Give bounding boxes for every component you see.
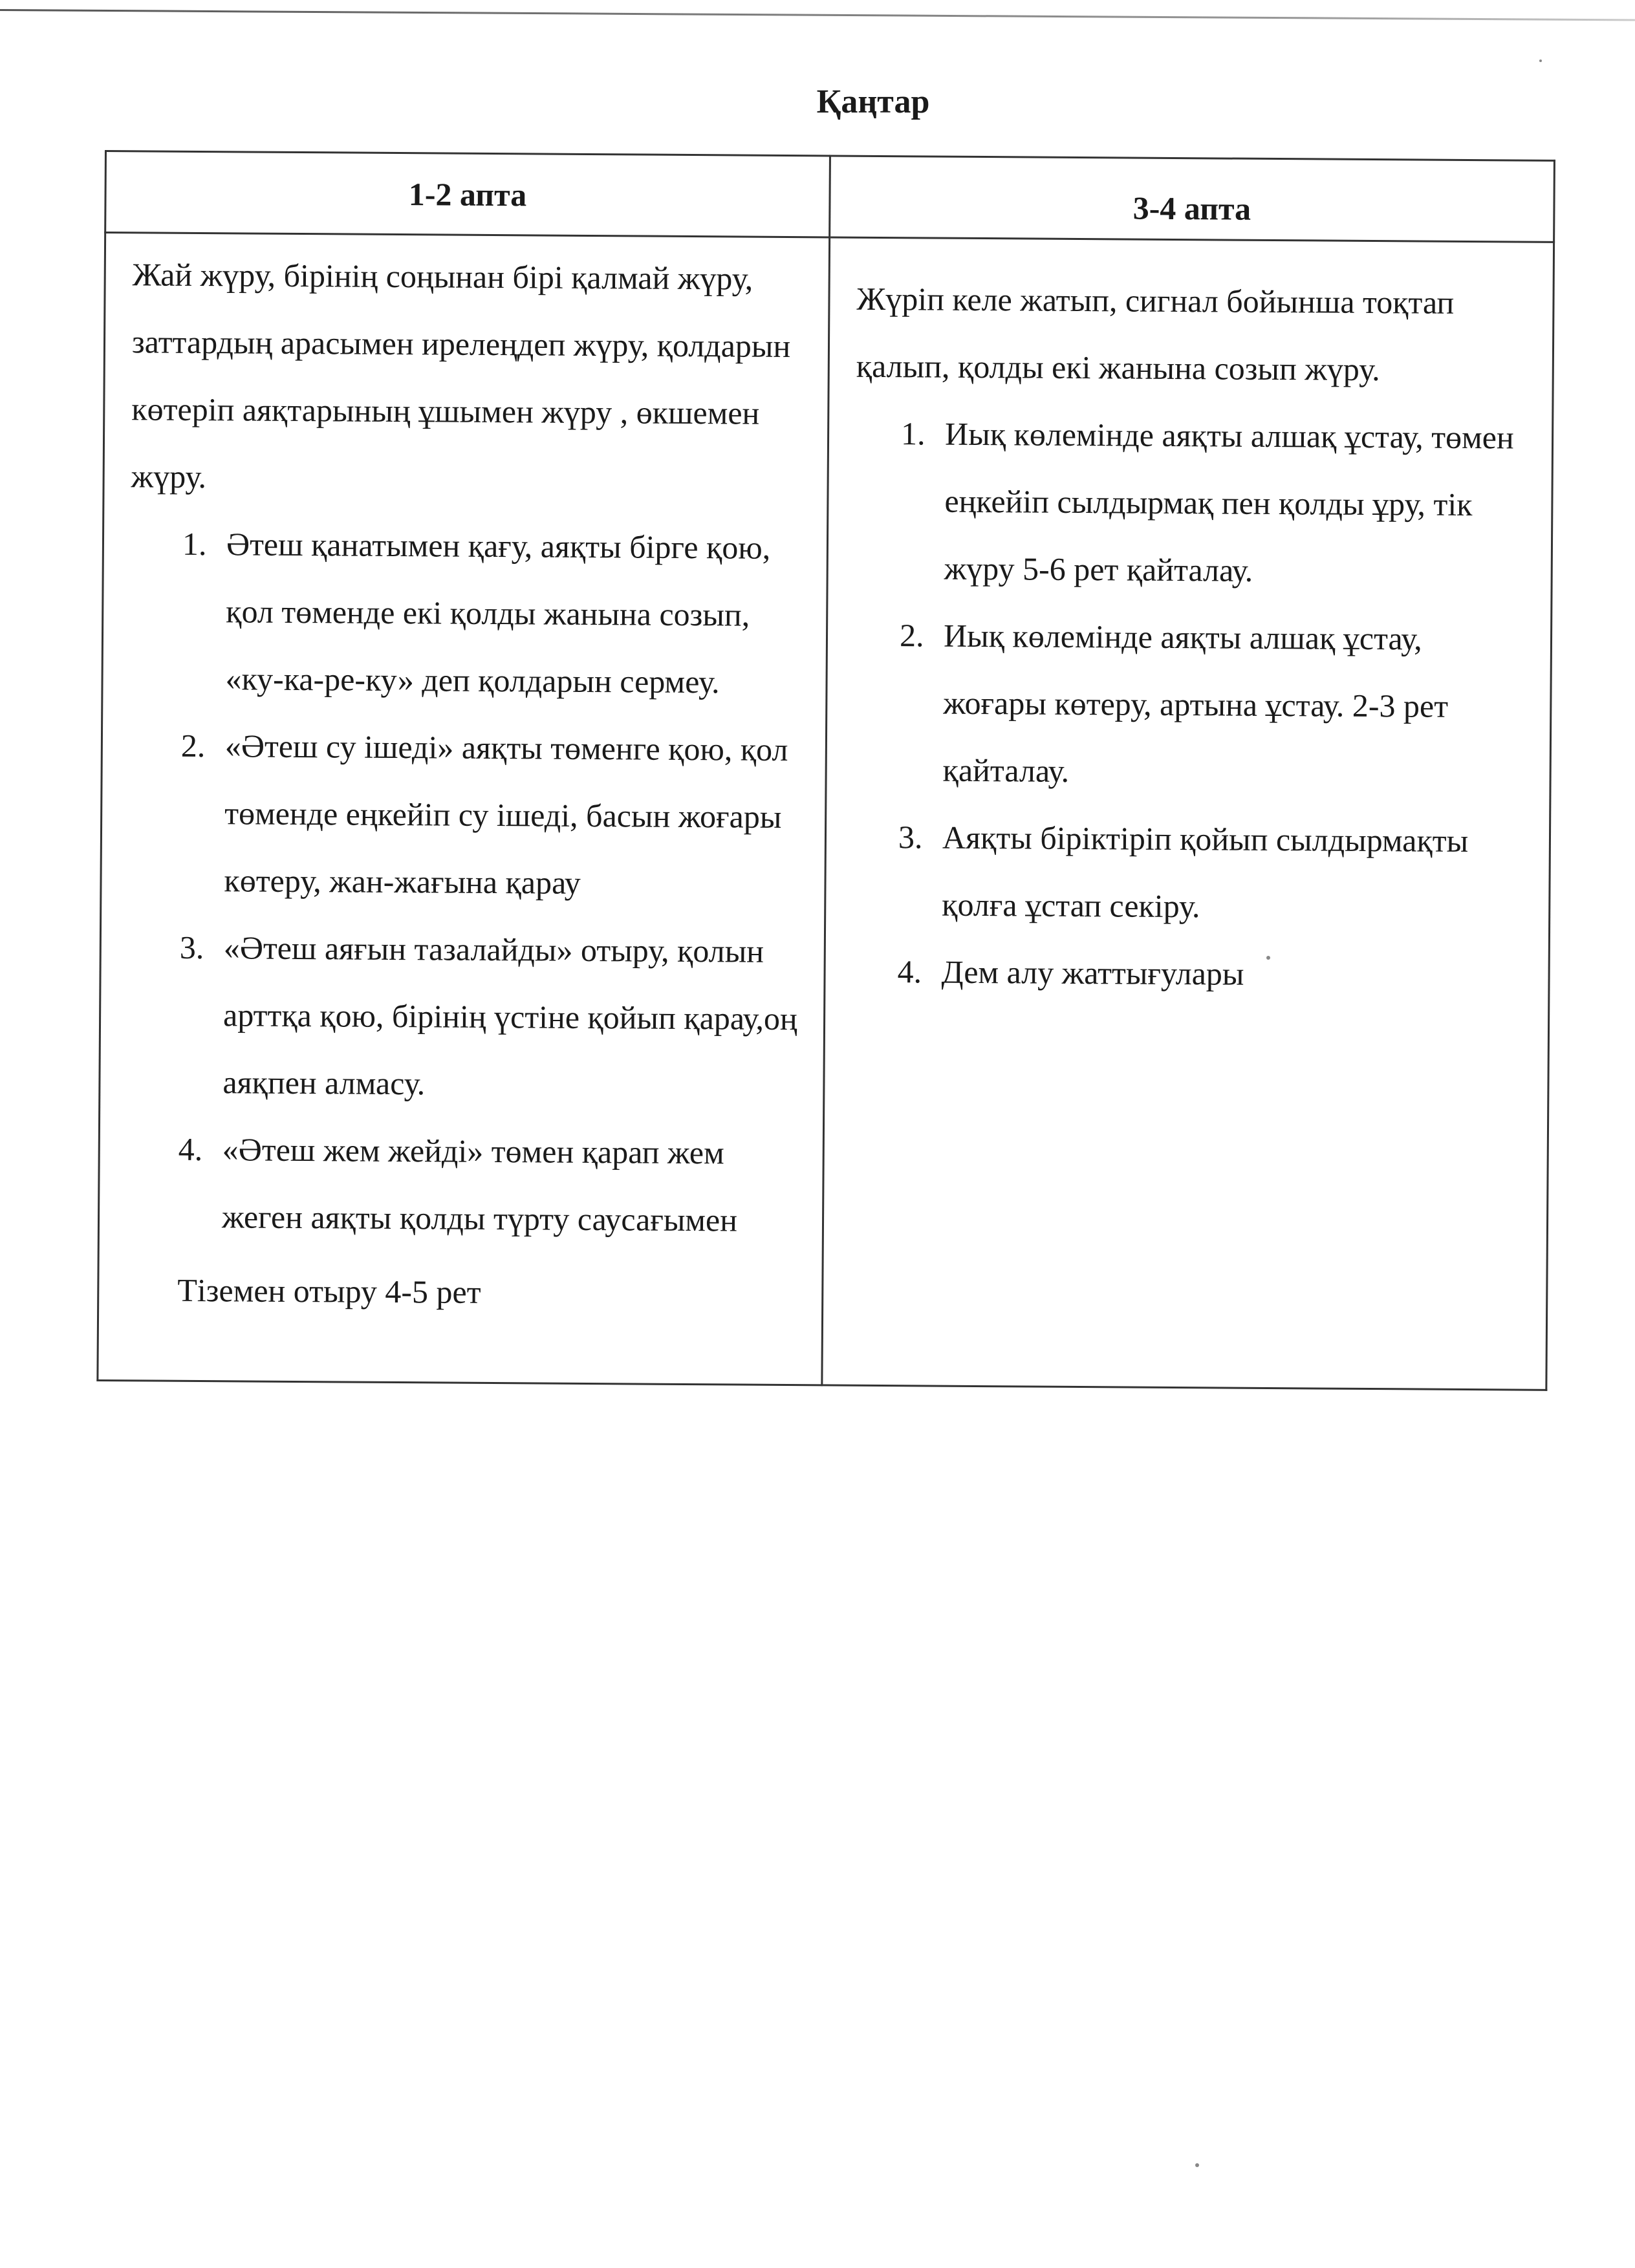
schedule-table-wrapper xyxy=(96,150,1554,1391)
list-item: 3. Аяқты біріктіріп қойып сылдырмақты қолға ұстап секіру. xyxy=(930,803,1529,942)
page-title: Қаңтар xyxy=(816,83,930,120)
content-row xyxy=(98,233,1554,1390)
list-item: 4. «Әтеш жем жейді» төмен қарап жем жеген аяқты қолды түрту саусағымен xyxy=(210,1116,803,1254)
list-item: 1. Әтеш қанатымен қағу, аяқты бірге қою, қол төменде екі қолды жанына созып, «ку-ка-ре-ку» деп қолдарын сермеу. xyxy=(213,510,807,716)
left-exercise-list xyxy=(100,510,827,1254)
schedule-table xyxy=(96,150,1555,1391)
right-exercise-list xyxy=(826,399,1551,1009)
header-week-1-2: 1-2 апта xyxy=(105,151,830,237)
scan-speck xyxy=(1539,59,1542,62)
scan-speck xyxy=(1266,956,1270,960)
left-cell xyxy=(98,233,830,1385)
list-item: 1. Иық көлемінде аяқты алшақ ұстау, төмен еңкейіп сылдырмақ пен қолды ұру, тік жүру 5-6 рет қайталау. xyxy=(932,400,1532,606)
list-item: 2. «Әтеш су ішеді» аяқты төменге қою, қол төменде еңкейіп су ішеді, басын жоғары көтеру, жан-жағына қарау xyxy=(212,712,805,918)
right-cell xyxy=(822,237,1554,1390)
scan-edge-line xyxy=(0,9,1635,21)
header-row xyxy=(105,151,1555,243)
left-footer: Тіземен отыру 4-5 рет xyxy=(177,1271,481,1310)
scan-speck xyxy=(1195,2163,1199,2167)
list-item: 2. Иық көлемінде аяқты алшақ ұстау, жоғары көтеру, артына ұстау. 2-3 рет қайталау. xyxy=(931,602,1530,808)
left-intro: Жай жүру, бірінің соңынан бірі қалмай жүру, заттардың арасымен ирелеңдеп жүру, қолдарын көтеріп аяқтарының ұшымен жүру , өкшемен жүру. xyxy=(131,256,791,495)
right-intro: Жүріп келе жатып, сигнал бойынша тоқтап қалып, қолды екі жанына созып жүру. xyxy=(856,280,1455,388)
list-item: 4. Дем алу жаттығулары xyxy=(929,938,1528,1009)
list-item: 3. «Әтеш аяғын тазалайды» отыру, қолын арттқа қою, бірінің үстіне қойып қарау,оң аяқпен алмасу. xyxy=(211,914,804,1119)
header-week-3-4: 3-4 апта xyxy=(830,156,1555,242)
